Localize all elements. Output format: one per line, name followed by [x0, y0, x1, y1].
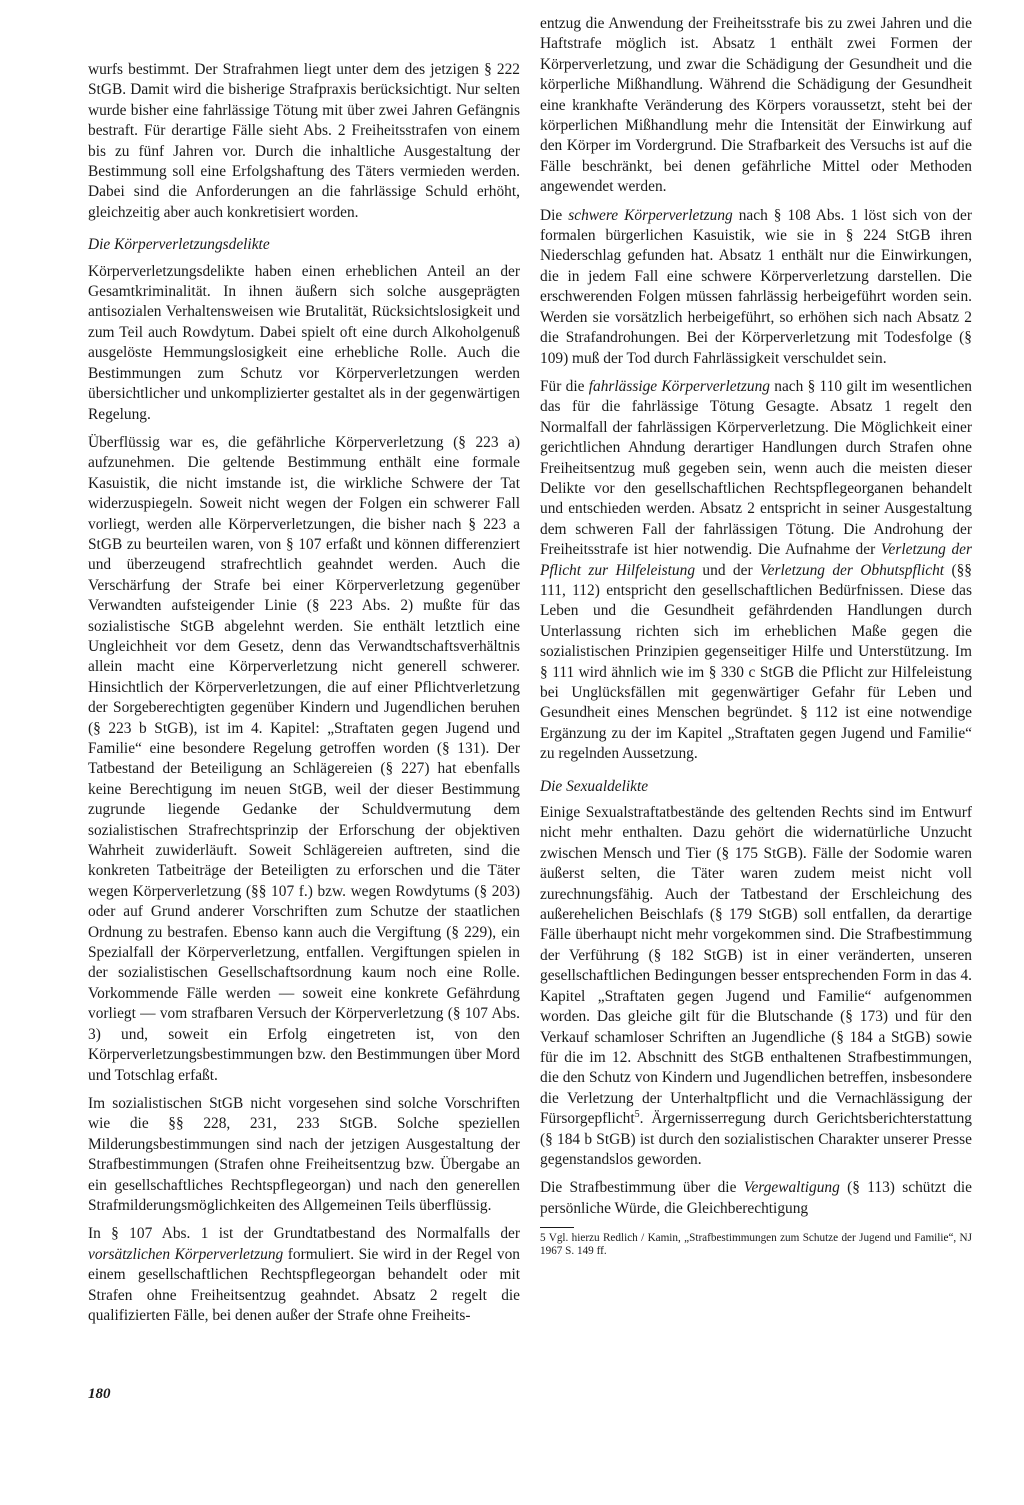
page-number: 180: [88, 1386, 111, 1402]
emphasis: fahrlässige Körperverletzung: [588, 377, 770, 395]
paragraph: [88, 1224, 520, 1326]
paragraph: [540, 377, 972, 765]
text-run: (§ 113) schützt die persönliche Würde, die Gleichberechtigung: [540, 1179, 973, 1217]
emphasis: Verletzung der Pflicht zur Hilfeleistung: [540, 541, 972, 579]
text-run: Einige Sexualstraftatbestände des geltenden Rechts sind im Entwurf nicht mehr enthalten. Dazu gehört die widernatürliche Unzucht zwischen Mensch und Tier (§ 175 StGB). Fälle der Sodomie waren äußerst selten, die Täter waren zudem meist nicht voll zurechnungsfähig. Auch der Tatbestand der Erschleichung des außerehelichen Beischlafs (§ 179 StGB) soll entfallen, da derartige Fälle überhaupt nicht mehr vorgekommen sind. Die Strafbestimmung der Verführung (§ 182 StGB) ist in einer veränderten, unseren gesellschaftlichen Bedingungen besser entsprechenden Form in das 4. Kapitel „Straftaten gegen Jugend und Familie“ aufgenommen worden. Das gleiche gilt für die Blutschande (§ 173) und für den Verkauf schamloser Schriften an Jugendliche (§ 184 a StGB) sowie für die im 12. Abschnitt des StGB enthaltenen Strafbestimmungen, die den Schutz von Kindern und Jugendlichen betreffen, insbesondere die Verletzung der Unterhaltpflicht und die Vernachlässigung der Fürsorgepflicht: [540, 804, 972, 1128]
paragraph: [540, 803, 972, 1170]
emphasis: vorsätzlichen Körperverletzung: [88, 1245, 284, 1263]
text-run: nach § 110 gilt im wesentlichen das für die fahrlässige Tötung Gesagte. Absatz 1 regelt den Normalfall der fahrlässigen Körperverletzung. Die Möglichkeit einer gerichtlichen Ahndung derartiger Handlungen durch Strafen ohne Freiheitsentzug muß gegeben sein, wenn auch die meisten dieser Delikte vor den gesellschaftlichen Rechtspflegeorganen behandelt und entschieden werden. Absatz 2 entspricht in seiner Ausgestaltung dem schweren Fall der fahrlässigen Tötung. Die Androhung der Freiheitsstrafe ist hier notwendig. Die Aufnahme der: [540, 377, 972, 559]
emphasis: Verletzung der Obhutspflicht: [759, 561, 945, 579]
paragraph: Überflüssig war es, die gefährliche Körperverletzung (§ 223 a) aufzunehmen. Die geltende Bestimmung enthält eine formale Kasuistik, die nicht imstande ist, die wirkliche Schwere der Tat widerzuspiegeln. Soweit nicht wegen der Folgen ein schwerer Fall vorliegt, werden alle Körperverletzungen, die bisher nach § 223 a StGB zu beurteilen waren, von § 107 erfaßt und können differenziert und überzeugend strafrechtlich geahndet werden. Auch die Verschärfung der Strafe bei einer Körperverletzung gegenüber Verwandten aufsteigender Linie (§ 223 Abs. 2) mußte für das sozialistische StGB abgelehnt werden. Sie enthält letztlich eine Ungleichheit vor dem Gesetz, denn das Verwandtschaftsverhältnis allein macht eine Körperverletzung nicht generell schwerer. Hinsichtlich der Körperverletzungen, die auf einer Pflichtverletzung der Sorgeberechtigten gegenüber Kindern und Jugendlichen beruhen (§ 223 b StGB), ist im 4. Kapitel: „Straftaten gegen Jugend und Familie“ eine besondere Regelung getroffen worden (§ 131). Der Tatbestand der Beteiligung an Schlägereien (§ 227) hat ebenfalls keine Berechtigung im neuen StGB, weil der dieser Bestimmung zugrunde liegende Gedanke der Schuldvermutung dem sozialistischen Strafrechtsprinzip der Erforschung der objektiven Wahrheit zuwiderläuft. Soweit Schlägereien auftreten, sind die konkreten Tatbeiträge der Beteiligten zu erforschen und die Täter wegen Körperverletzung (§§ 107 f.) bzw. wegen Rowdytums (§ 203) oder auf Grund anderer Vorschriften zum Schutze der staatlichen Ordnung zu bestrafen. Ebenso kann auch die Vergiftung (§ 229), ein Spezialfall der Körperverletzung, entfallen. Vergiftungen spielen in der sozialistischen Gesellschaftsordnung kaum noch eine Rolle. Vorkommende Fälle werden — soweit eine konkrete Gefährdung vorliegt — vom strafbaren Versuch der Körperverletzung (§ 107 Abs. 3) und, soweit ein Erfolg eingetreten ist, von den Körperverletzungsbestimmungen bzw. den Bestimmungen über Mord und Totschlag erfaßt.: [88, 433, 520, 1084]
text-run: In § 107 Abs. 1 ist der Grundtatbestand des Normalfalls der: [88, 1225, 520, 1243]
paragraph: Im sozialistischen StGB nicht vorgesehen sind solche Vorschriften wie die §§ 228, 231, 233 StGB. Solche speziellen Milderungsbestimmungen sind nach der jetzigen Ausgestaltung der Strafbestimmungen (Strafen ohne Freiheitsentzug bzw. Übergabe an ein gesellschaftliches Rechtspflegeorgan) und nach den generellen Strafmilderungsmöglichkeiten des Allgemeinen Teils überflüssig.: [88, 1094, 520, 1214]
emphasis: Vergewaltigung: [743, 1179, 840, 1197]
footnote: 5 Vgl. hierzu Redlich / Kamin, „Strafbestimmungen zum Schutze der Jugend und Familie“, NJ 1967 S. 149 ff.: [540, 1232, 972, 1258]
text-run: Die: [540, 206, 569, 224]
text-run: und der: [695, 561, 760, 579]
paragraph: [540, 206, 972, 369]
text-run: (§§ 111, 112) entspricht den gesellschaftlichen Bedürfnissen. Diese das Leben und die Gesundheit gefährdenden Handlungen durch Unterlassung richten sich im erheblichen Maße gegen die sozialistischen Prinzipien gegenseitiger Hilfe und Unterstützung. Im § 111 wird ähnlich wie im § 330 c StGB die Pflicht zur Hilfeleistung bei Unglücksfällen mit gegenwärtiger Gefahr für Leben und Gesundheit eines Menschen begründet. § 112 ist eine notwendige Ergänzung zu der im Kapitel „Straftaten gegen Jugend und Familie“ zu regelnden Aussetzung.: [540, 561, 972, 763]
text-run: formuliert. Sie wird in der Regel von einem gesellschaftlichen Rechtspflegeorgan behandelt oder mit Strafen ohne Freiheitsentzug geahndet. Absatz 2 regelt die qualifizierten Fälle, bei denen außer der Strafe ohne Freiheits-: [88, 1245, 520, 1324]
text-run: Für die: [540, 377, 589, 395]
paragraph: wurfs bestimmt. Der Strafrahmen liegt unter dem des jetzigen § 222 StGB. Damit wird die bisherige Strafpraxis berücksichtigt. Nur selten wurde bisher eine fahrlässige Tötung mit über zwei Jahren Gefängnis bestraft. Für derartige Fälle sieht Abs. 2 Freiheitsstrafen von einem bis zu fünf Jahren vor. Durch die inhaltliche Ausgestaltung der Bestimmung soll eine Erfolgshaftung des Täters vermieden werden. Dabei sind die Anforderungen an die fahrlässige Schuld erhöht, gleichzeitig aber auch konkretisiert worden.: [88, 61, 520, 221]
section-heading: Die Körperverletzungsdelikte: [88, 236, 270, 254]
paragraph: Körperverletzungsdelikte haben einen erheblichen Anteil an der Gesamtkriminalität. In ihnen äußern sich solche ausgeprägten antisozialen Verhaltensweisen wie Brutalität, Rücksichtslosigkeit und zum Teil auch Rowdytum. Dabei spielt oft eine durch Alkoholgenuß ausgelöste Hemmungslosigkeit eine erhebliche Rolle. Auch die Bestimmungen zum Schutz vor Körperverletzungen werden übersichtlicher und unkomplizierter gestaltet als in der gegenwärtigen Regelung.: [88, 262, 520, 423]
footnote-divider: [540, 1227, 574, 1228]
paragraph: entzug die Anwendung der Freiheitsstrafe bis zu zwei Jahren und die Haftstrafe möglich ist. Absatz 1 enthält zwei Formen der Körperverletzung, und zwar die Schädigung der Gesundheit und die körperliche Mißhandlung. Während die Schädigung der Gesundheit eine krankhafte Veränderung des Körpers voraussetzt, steht bei der körperlichen Mißhandlung mehr die Intensität der Einwirkung auf den Körper im Vordergrund. Die Strafbarkeit des Versuchs ist auf die Fälle beschränkt, bei denen gefährliche Mittel oder Methoden angewendet werden.: [540, 15, 972, 196]
text-run: Die Strafbestimmung über die: [540, 1179, 744, 1197]
section-heading: Die Sexualdelikte: [540, 777, 649, 795]
paragraph: [540, 1178, 972, 1219]
text-run: nach § 108 Abs. 1 löst sich von der formalen bürgerlichen Kasuistik, wie sie in § 224 StGB ihren Niederschlag gefunden hat. Absatz 1 enthält nur die Einwirkungen, die in jedem Fall eine schwere Körperverletzung darstellen. Die erschwerenden Folgen müssen fahrlässig herbeigeführt worden sein. Werden sie vorsätzlich herbeigeführt, so erhöhen sich nach Absatz 2 die Strafandrohungen. Bei der Körperverletzung mit Todesfolge (§ 109) muß der Tod durch Fahrlässigkeit verschuldet sein.: [540, 206, 972, 367]
footnote-marker: 5: [634, 1109, 640, 1120]
text-run: . Ärgernisserregung durch Gerichtsberichterstattung (§ 184 b StGB) ist durch den sozialistischen Charakter unserer Presse gegenstandslos geworden.: [540, 1110, 972, 1168]
left-column: [88, 60, 520, 1334]
right-column: [540, 14, 972, 1266]
emphasis: schwere Körperverletzung: [568, 206, 733, 224]
